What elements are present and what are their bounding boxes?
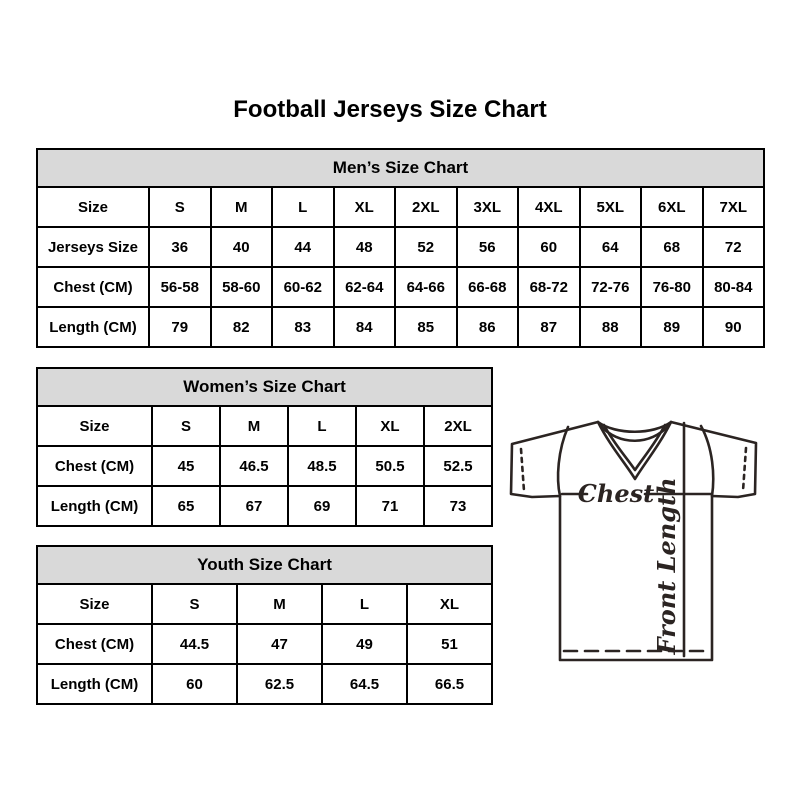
cell-value: 60-62 (272, 267, 334, 307)
front-length-label: Front Length (652, 477, 681, 655)
womens-size-chart-table (36, 367, 493, 527)
row-label: Size (37, 406, 152, 446)
cell-value: 5XL (580, 187, 642, 227)
cell-value: 52 (395, 227, 457, 267)
row-label: Size (37, 584, 152, 624)
cell-value: 51 (407, 624, 492, 664)
youth-table-grid (36, 545, 493, 705)
cell-value: 6XL (641, 187, 703, 227)
table-title-row (37, 368, 492, 406)
table-title-row (37, 546, 492, 584)
womens-table-grid (36, 367, 493, 527)
cell-value: 44 (272, 227, 334, 267)
cell-value: 88 (580, 307, 642, 347)
cell-value: L (272, 187, 334, 227)
cell-value: 84 (334, 307, 396, 347)
row-label: Chest (CM) (37, 624, 152, 664)
cell-value: 64 (580, 227, 642, 267)
table-title: Men’s Size Chart (37, 149, 764, 187)
cell-value: 62-64 (334, 267, 396, 307)
cell-value: 66-68 (457, 267, 519, 307)
table-row (37, 584, 492, 624)
cell-value: 7XL (703, 187, 765, 227)
row-label: Length (CM) (37, 664, 152, 704)
cell-value: M (211, 187, 273, 227)
cell-value: 89 (641, 307, 703, 347)
jersey-outline-shape (511, 422, 756, 660)
cell-value: 40 (211, 227, 273, 267)
cell-value: 36 (149, 227, 211, 267)
cell-value: S (152, 584, 237, 624)
cell-value: 65 (152, 486, 220, 526)
cell-value: 49 (322, 624, 407, 664)
table-row (37, 664, 492, 704)
row-label: Chest (CM) (37, 267, 149, 307)
cell-value: 56 (457, 227, 519, 267)
cell-value: 71 (356, 486, 424, 526)
cell-value: 83 (272, 307, 334, 347)
row-label: Jerseys Size (37, 227, 149, 267)
cell-value: 58-60 (211, 267, 273, 307)
table-row (37, 227, 764, 267)
cell-value: 79 (149, 307, 211, 347)
cell-value: 48.5 (288, 446, 356, 486)
cell-value: XL (334, 187, 396, 227)
cell-value: 69 (288, 486, 356, 526)
cell-value: 46.5 (220, 446, 288, 486)
cell-value: S (152, 406, 220, 446)
collar-back-curve-1 (598, 422, 671, 432)
cell-value: L (322, 584, 407, 624)
cell-value: 64-66 (395, 267, 457, 307)
table-title: Women’s Size Chart (37, 368, 492, 406)
cell-value: 2XL (424, 406, 492, 446)
cell-value: 85 (395, 307, 457, 347)
table-title: Youth Size Chart (37, 546, 492, 584)
cell-value: 87 (518, 307, 580, 347)
cell-value: 66.5 (407, 664, 492, 704)
cell-value: 48 (334, 227, 396, 267)
right-cuff-dashed-line (743, 448, 746, 491)
cell-value: XL (407, 584, 492, 624)
cell-value: 62.5 (237, 664, 322, 704)
cell-value: 72-76 (580, 267, 642, 307)
cell-value: 82 (211, 307, 273, 347)
table-row (37, 187, 764, 227)
cell-value: 80-84 (703, 267, 765, 307)
table-title-row (37, 149, 764, 187)
row-label: Length (CM) (37, 307, 149, 347)
row-label: Length (CM) (37, 486, 152, 526)
youth-size-chart-table (36, 545, 493, 705)
cell-value: 90 (703, 307, 765, 347)
table-row (37, 307, 764, 347)
jersey-measurement-diagram (498, 400, 770, 672)
cell-value: 73 (424, 486, 492, 526)
cell-value: 68 (641, 227, 703, 267)
cell-value: M (237, 584, 322, 624)
cell-value: 3XL (457, 187, 519, 227)
table-row (37, 486, 492, 526)
cell-value: 4XL (518, 187, 580, 227)
table-row (37, 406, 492, 446)
mens-size-chart-table (36, 148, 765, 348)
row-label: Size (37, 187, 149, 227)
cell-value: 2XL (395, 187, 457, 227)
left-armhole-seam (558, 427, 568, 496)
cell-value: 44.5 (152, 624, 237, 664)
left-cuff-dashed-line (521, 449, 524, 491)
cell-value: 67 (220, 486, 288, 526)
cell-value: L (288, 406, 356, 446)
row-label: Chest (CM) (37, 446, 152, 486)
cell-value: 47 (237, 624, 322, 664)
cell-value: 64.5 (322, 664, 407, 704)
cell-value: XL (356, 406, 424, 446)
right-armhole-seam (701, 426, 713, 496)
cell-value: 60 (518, 227, 580, 267)
table-row (37, 267, 764, 307)
cell-value: 68-72 (518, 267, 580, 307)
chest-label: Chest (577, 479, 655, 508)
cell-value: M (220, 406, 288, 446)
cell-value: 50.5 (356, 446, 424, 486)
cell-value: 56-58 (149, 267, 211, 307)
mens-table-grid (36, 148, 765, 348)
table-row (37, 446, 492, 486)
cell-value: 86 (457, 307, 519, 347)
cell-value: 76-80 (641, 267, 703, 307)
cell-value: S (149, 187, 211, 227)
table-row (37, 624, 492, 664)
cell-value: 60 (152, 664, 237, 704)
cell-value: 72 (703, 227, 765, 267)
page-title: Football Jerseys Size Chart (233, 96, 547, 123)
cell-value: 52.5 (424, 446, 492, 486)
cell-value: 45 (152, 446, 220, 486)
